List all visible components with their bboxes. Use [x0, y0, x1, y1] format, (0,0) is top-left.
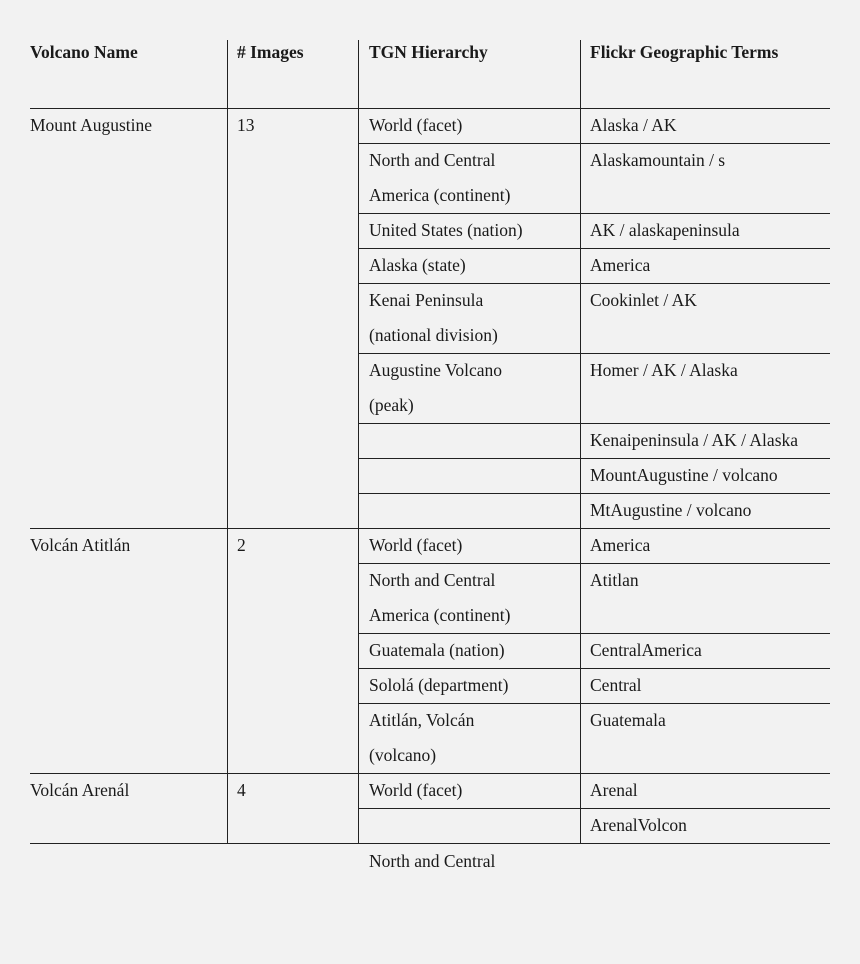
tgn-term: America (continent) — [369, 605, 511, 625]
flickr-term: Central — [590, 675, 642, 695]
column-divider — [227, 773, 228, 843]
column-divider — [358, 108, 359, 528]
flickr-term: America — [590, 255, 651, 275]
flickr-term: Atitlan — [590, 570, 639, 590]
flickr-term: America — [590, 535, 651, 555]
tgn-term: America (continent) — [369, 185, 511, 205]
flickr-term: MountAugustine / volcano — [590, 465, 778, 485]
column-divider — [358, 528, 359, 773]
column-divider — [227, 528, 228, 773]
image-count: 4 — [237, 780, 246, 800]
tgn-term: World (facet) — [369, 535, 463, 555]
tgn-term: World (facet) — [369, 115, 463, 135]
tgn-term: Alaska (state) — [369, 255, 466, 275]
flickr-term: Cookinlet / AK — [590, 290, 697, 310]
flickr-term: MtAugustine / volcano — [590, 500, 752, 520]
tgn-term: World (facet) — [369, 780, 463, 800]
column-divider — [580, 108, 581, 528]
column-divider — [358, 40, 359, 108]
flickr-term: Homer / AK / Alaska — [590, 360, 738, 380]
volcano-name: Volcán Arenál — [30, 780, 130, 800]
column-divider — [580, 773, 581, 843]
header-tgn-hierarchy: TGN Hierarchy — [369, 42, 488, 62]
tgn-term: North and Central — [369, 150, 496, 170]
image-count: 13 — [237, 115, 255, 135]
flickr-term: AK / alaskapeninsula — [590, 220, 740, 240]
volcano-name: Volcán Atitlán — [30, 535, 131, 555]
trailing-text: North and Central — [369, 851, 496, 871]
flickr-term: Guatemala — [590, 710, 666, 730]
tgn-term: Kenai Peninsula — [369, 290, 484, 310]
group-rule — [30, 843, 830, 844]
flickr-term: Arenal — [590, 780, 638, 800]
image-count: 2 — [237, 535, 246, 555]
volcano-name: Mount Augustine — [30, 115, 153, 135]
header-images: # Images — [237, 42, 304, 62]
tgn-term: (national division) — [369, 325, 498, 345]
flickr-term: Alaska / AK — [590, 115, 677, 135]
column-divider — [580, 40, 581, 108]
flickr-term: ArenalVolcon — [590, 815, 687, 835]
tgn-term: (peak) — [369, 395, 414, 415]
column-divider — [358, 773, 359, 843]
tgn-term: North and Central — [369, 570, 496, 590]
tgn-term: Guatemala (nation) — [369, 640, 505, 660]
tgn-term: (volcano) — [369, 745, 437, 765]
column-divider — [227, 108, 228, 528]
tgn-term: Augustine Volcano — [369, 360, 503, 380]
header-flickr-terms: Flickr Geographic Terms — [590, 42, 779, 62]
header-volcano-name: Volcano Name — [30, 42, 138, 62]
column-divider — [580, 528, 581, 773]
flickr-term: CentralAmerica — [590, 640, 702, 660]
column-divider — [227, 40, 228, 108]
tgn-term: United States (nation) — [369, 220, 523, 240]
flickr-term: Alaskamountain / s — [590, 150, 726, 170]
tgn-term: Atitlán, Volcán — [369, 710, 475, 730]
tgn-term: Sololá (department) — [369, 675, 509, 695]
flickr-term: Kenaipeninsula / AK / Alaska — [590, 430, 799, 450]
